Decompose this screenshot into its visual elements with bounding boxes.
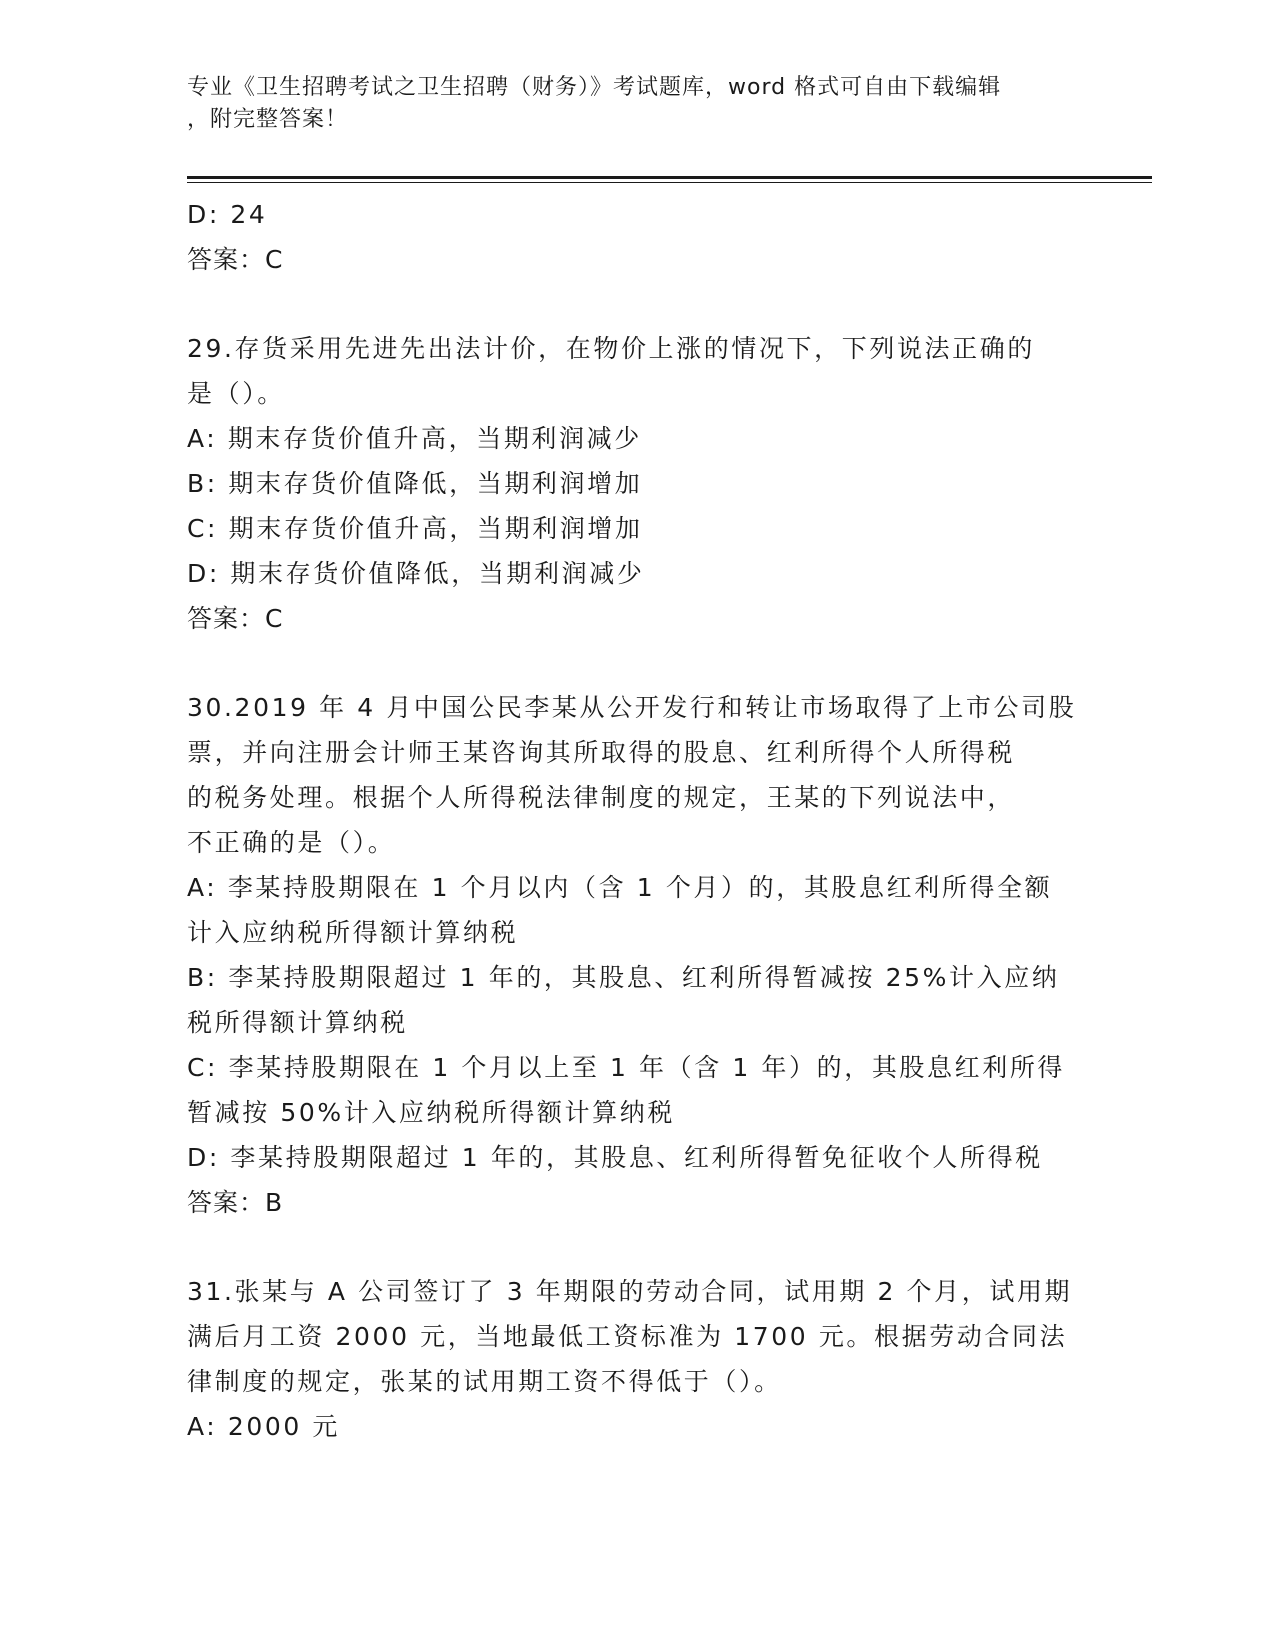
question-30 (187, 685, 1087, 1225)
option-a: A: 2000 元 (187, 1412, 341, 1441)
question-stem-line: 的税务处理。根据个人所得税法律制度的规定，王某的下列说法中， (187, 783, 1016, 812)
spacer (187, 282, 1087, 326)
option-d: D: 期末存货价值降低，当期利润减少 (187, 559, 645, 588)
spacer (187, 1225, 1087, 1269)
option-b: B: 期末存货价值降低，当期利润增加 (187, 469, 643, 498)
option-c: C: 李某持股期限在 1 个月以上至 1 年（含 1 年）的，其股息红利所得 (187, 1053, 1066, 1082)
spacer (187, 641, 1087, 685)
answer: 答案：C (187, 245, 284, 274)
option-a: A: 期末存货价值升高，当期利润减少 (187, 424, 642, 453)
question-28-tail (187, 192, 1087, 282)
question-stem-line: 票，并向注册会计师王某咨询其所取得的股息、红利所得个人所得税 (187, 738, 1016, 767)
option-c-continued: 暂减按 50%计入应纳税所得额计算纳税 (187, 1098, 675, 1127)
question-stem-line: 29.存货采用先进先出法计价，在物价上涨的情况下，下列说法正确的 (187, 334, 1035, 363)
option-a: A: 李某持股期限在 1 个月以内（含 1 个月）的，其股息红利所得全额 (187, 873, 1053, 902)
question-stem-line: 是（）。 (187, 379, 285, 408)
question-stem-line: 律制度的规定，张某的试用期工资不得低于（）。 (187, 1367, 782, 1396)
header-divider-thick (187, 176, 1152, 179)
header-line-2: ，附完整答案！ (187, 107, 349, 132)
answer: 答案：B (187, 1188, 284, 1217)
answer: 答案：C (187, 604, 284, 633)
question-stem-line: 31.张某与 A 公司签订了 3 年期限的劳动合同，试用期 2 个月，试用期 (187, 1277, 1073, 1306)
question-31 (187, 1269, 1087, 1449)
option-b: B: 李某持股期限超过 1 年的，其股息、红利所得暂减按 25%计入应纳 (187, 963, 1060, 992)
option-d: D: 李某持股期限超过 1 年的，其股息、红利所得暂免征收个人所得税 (187, 1143, 1043, 1172)
option-a-continued: 计入应纳税所得额计算纳税 (187, 918, 519, 947)
page-header (187, 72, 1067, 136)
question-stem-line: 30.2019 年 4 月中国公民李某从公开发行和转让市场取得了上市公司股 (187, 693, 1077, 722)
header-divider-thin (187, 182, 1152, 183)
header-line-1: 专业《卫生招聘考试之卫生招聘（财务）》考试题库，word 格式可自由下载编辑 (187, 75, 1002, 100)
question-29 (187, 326, 1087, 641)
question-stem-line: 不正确的是（）。 (187, 828, 396, 857)
option-b-continued: 税所得额计算纳税 (187, 1008, 408, 1037)
option-c: C: 期末存货价值升高，当期利润增加 (187, 514, 643, 543)
question-content (187, 192, 1087, 1449)
option-d: D: 24 (187, 200, 268, 229)
question-stem-line: 满后月工资 2000 元，当地最低工资标准为 1700 元。根据劳动合同法 (187, 1322, 1068, 1351)
